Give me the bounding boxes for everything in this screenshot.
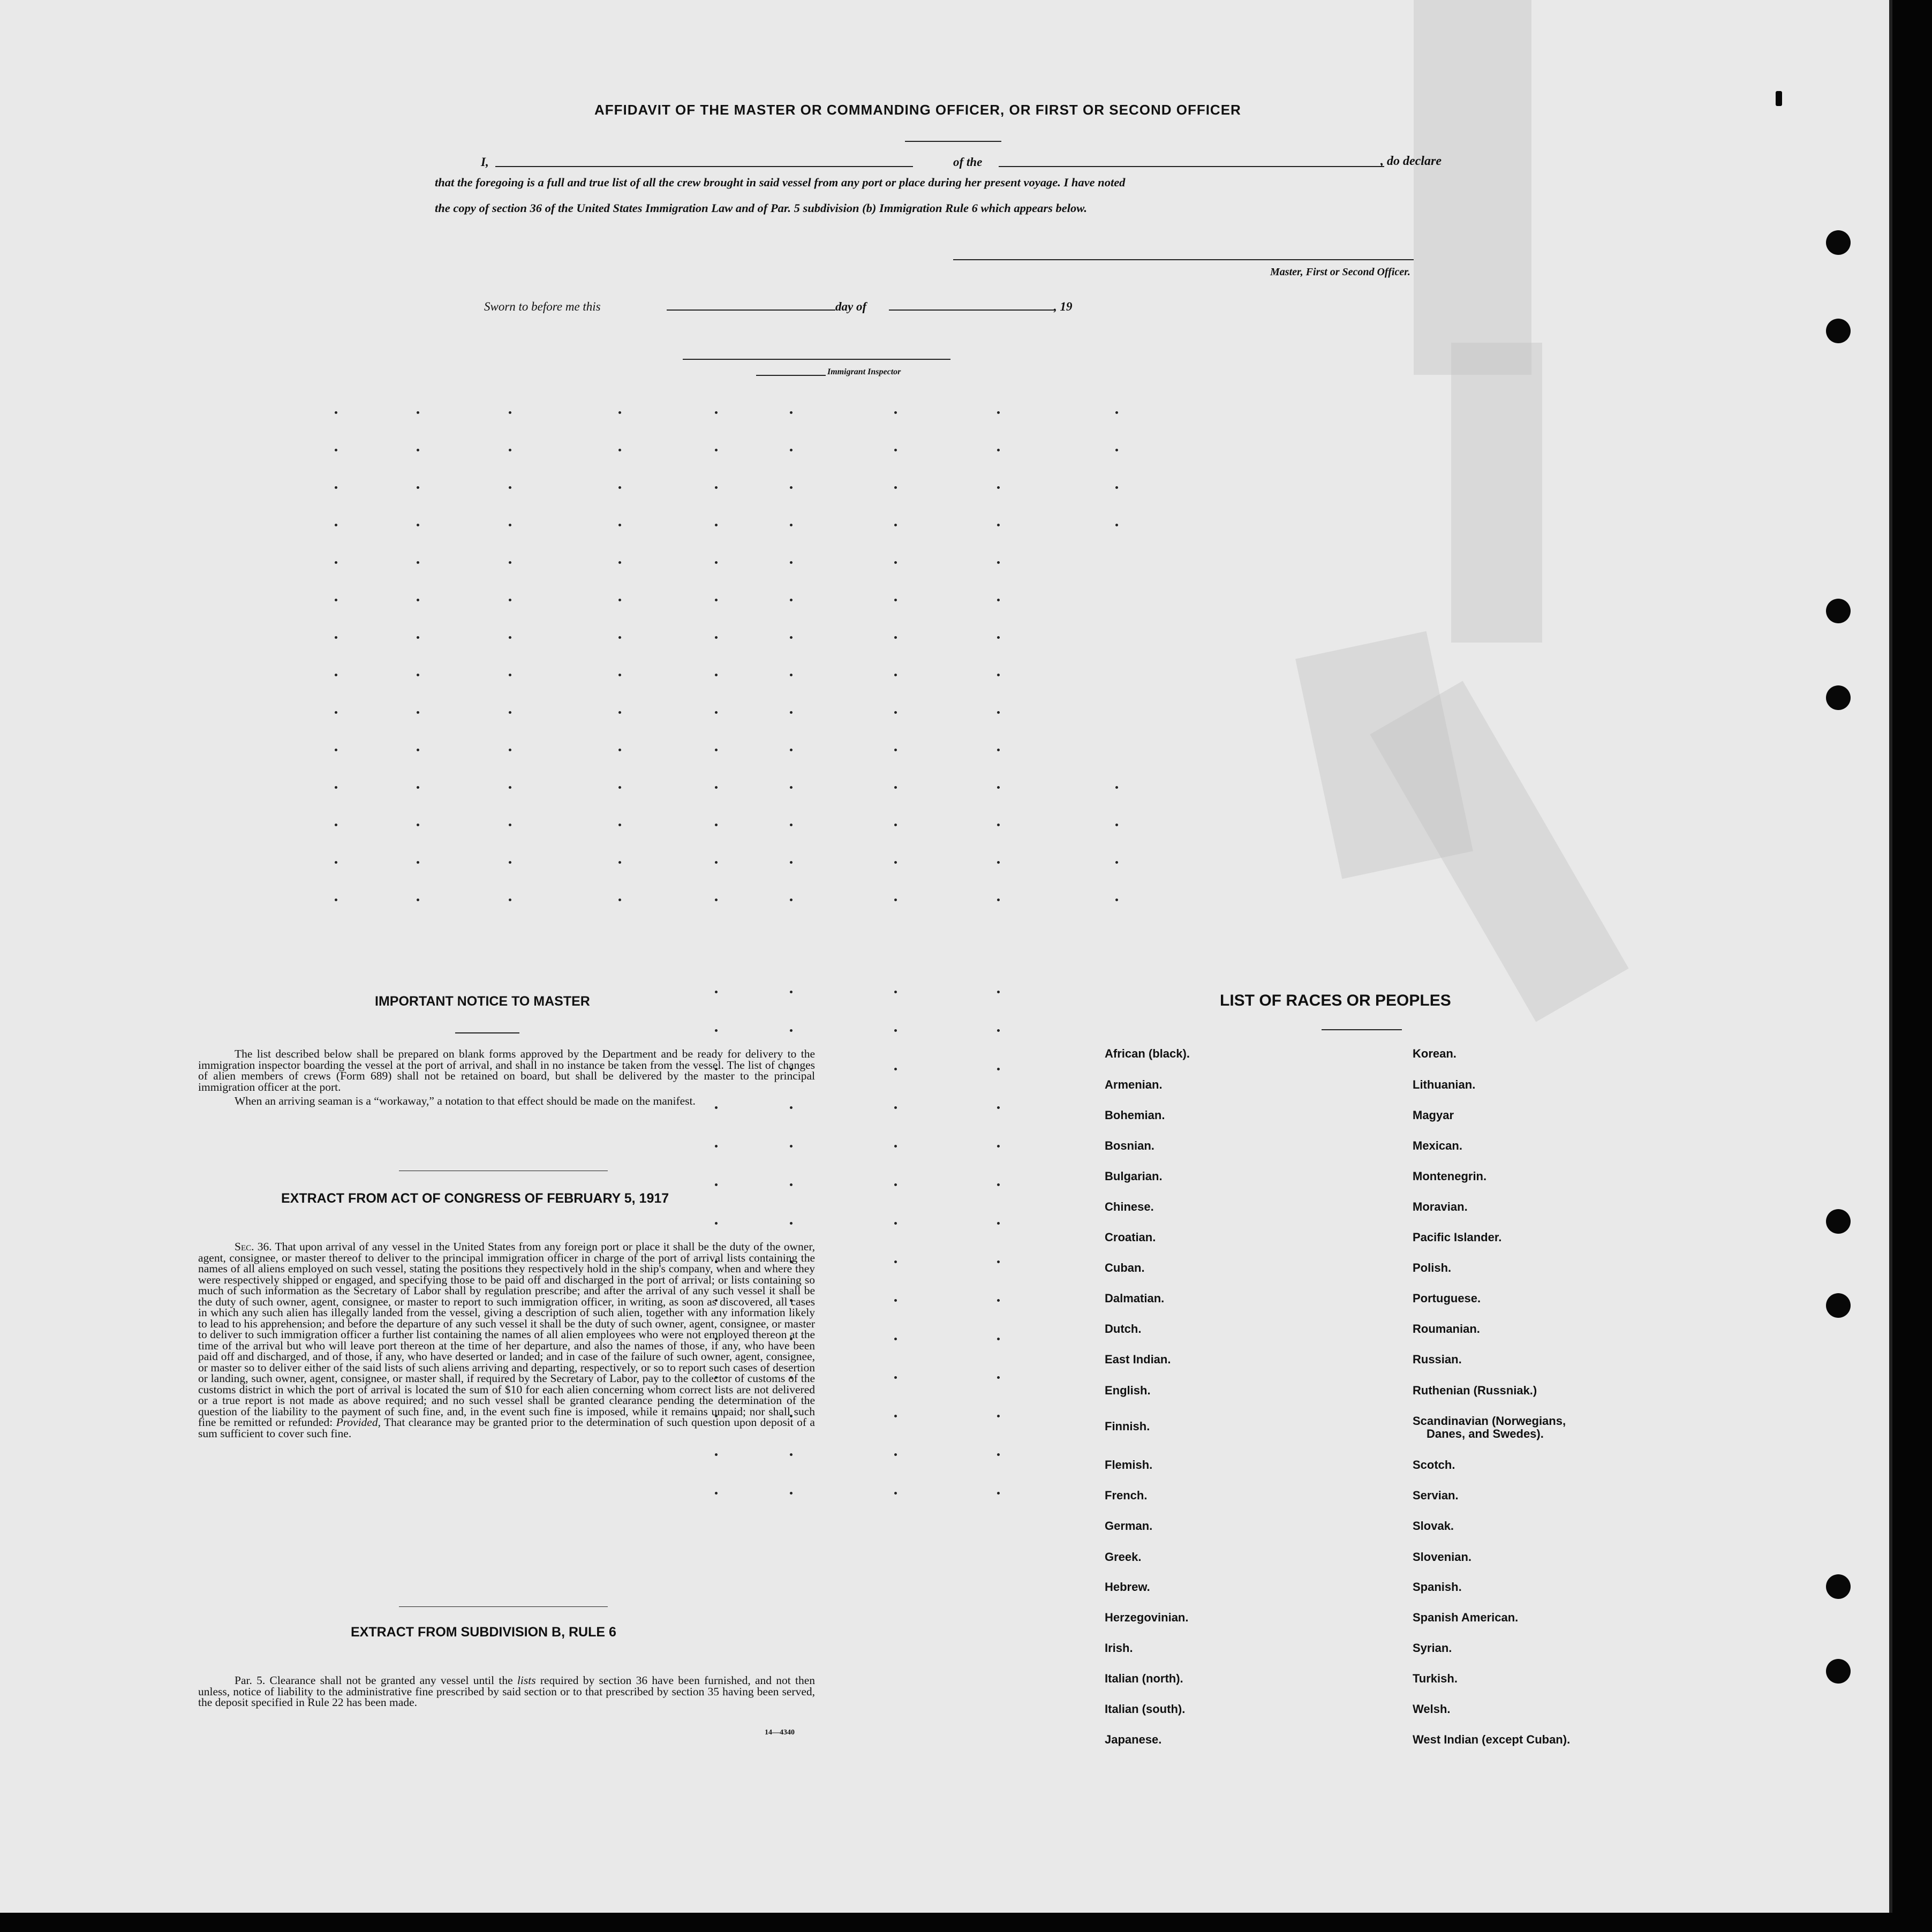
notice-body <box>198 1048 815 1107</box>
ditto-dot <box>997 1106 1000 1109</box>
ditto-dot <box>790 411 793 414</box>
race-item: Slovenian. <box>1413 1550 1472 1564</box>
ditto-dot <box>790 524 793 526</box>
ditto-dot <box>715 824 718 826</box>
ditto-dot <box>618 899 621 901</box>
ditto-dot <box>335 599 337 601</box>
affidavit-title: AFFIDAVIT OF THE MASTER OR COMMANDING OFFICER, OR FIRST OR SECOND OFFICER <box>594 102 1241 118</box>
race-item: Mexican. <box>1413 1139 1462 1152</box>
ditto-dot <box>997 1376 1000 1379</box>
race-item: Portuguese. <box>1413 1292 1481 1305</box>
ditto-dot <box>335 636 337 639</box>
ditto-dot <box>715 561 718 564</box>
ditto-dot <box>417 899 419 901</box>
ditto-dot <box>417 711 419 714</box>
ditto-dot <box>715 524 718 526</box>
ditto-dot <box>790 786 793 789</box>
ditto-dot <box>997 486 1000 489</box>
ditto-dot <box>715 991 718 993</box>
section-36-text: That upon arrival of any vessel in the United States from any foreign port or place it shall be the duty of the owner, agent, consignee, or master thereof to deliver to the principal immigration officer in charge of the port of arrival lists containing the names of all aliens employed on such vessel, stating the positions they respectively hold in the ship's company, when and where they were respectively shipped or engaged, and specifying those to be paid off and discharged in the port of arrival; or lists containing so much of such information as the Secretary of Labor shall by regulation prescribe; and after the arrival of any such vessel it shall be the duty of such owner, agent, consignee, or master to report to such immigration officer, in writing, as soon as discovered, all cases in which any such alien has illegally landed from the vessel, giving a description of such alien, together with any information likely to lead to his apprehension; and before the departure of any such vessel it shall be the duty of such owner, agent, consignee, or master to deliver to such immigration officer a further list containing the names of all alien employees who were not employed thereon at the time of the arrival but who will leave port thereon at the time of her departure, and also the names of those, if any, who have been paid off and discharged, and of those, if any, who have deserted or landed; and in case of the failure of such owner, agent, consignee, or master so to deliver either of the said lists of such aliens arriving and departing, respectively, or so to report such cases of desertion or landing, such owner, agent, consignee, or master shall, if required by the Secretary of Labor, pay to the collector of customs of the customs district in which the port of arrival is located the sum of $10 for each alien concerning whom correct lists are not delivered or a true report is not made as above required; and no such vessel shall be granted clearance pending the determination of the question of the liability to the payment of such fine, and, in the event such fine is imposed, while it remains unpaid; nor shall such fine be remitted or refunded: <box>198 1240 815 1429</box>
ditto-dot <box>790 711 793 714</box>
ditto-dot <box>790 1453 793 1456</box>
race-item: Syrian. <box>1413 1641 1452 1655</box>
ditto-dot <box>509 599 511 601</box>
race-item: Spanish. <box>1413 1580 1462 1594</box>
race-item: Roumanian. <box>1413 1322 1480 1335</box>
ditto-dot <box>894 561 897 564</box>
race-item: Dalmatian. <box>1105 1292 1165 1305</box>
day-of-label: day of <box>835 300 867 313</box>
ditto-dot <box>790 599 793 601</box>
affidavit-line-2: the copy of section 36 of the United States Immigration Law and of Par. 5 subdivision (b) Immigration Rule 6 which appears below. <box>435 201 1087 215</box>
ditto-dot <box>790 449 793 451</box>
ditto-dot <box>997 1299 1000 1302</box>
ditto-dot <box>1115 824 1118 826</box>
race-item: Italian (north). <box>1105 1672 1183 1685</box>
race-item: Herzegovinian. <box>1105 1611 1189 1624</box>
ditto-dot <box>997 1415 1000 1417</box>
ditto-dot <box>1115 899 1118 901</box>
ditto-dot <box>715 1453 718 1456</box>
tape-mark <box>1451 343 1542 643</box>
ditto-dot <box>509 636 511 639</box>
ditto-dot <box>894 824 897 826</box>
ditto-dot <box>997 636 1000 639</box>
ditto-dot <box>335 449 337 451</box>
race-item: Lithuanian. <box>1413 1078 1476 1091</box>
ditto-dot <box>715 1222 718 1225</box>
ditto-dot <box>894 674 897 676</box>
ditto-dot <box>417 861 419 864</box>
ditto-dot <box>509 861 511 864</box>
race-item: English. <box>1105 1384 1151 1397</box>
ditto-dot <box>894 1068 897 1070</box>
ditto-dot <box>894 636 897 639</box>
ditto-dot <box>894 599 897 601</box>
race-item: Armenian. <box>1105 1078 1163 1091</box>
ditto-dot <box>715 1145 718 1148</box>
ditto-dot <box>335 786 337 789</box>
race-item: African (black). <box>1105 1047 1190 1060</box>
punch-hole <box>1826 599 1851 623</box>
punch-hole <box>1776 91 1782 106</box>
ditto-dot <box>894 1183 897 1186</box>
race-item: Croatian. <box>1105 1231 1156 1244</box>
race-item: Servian. <box>1413 1489 1459 1502</box>
ditto-dot <box>997 1492 1000 1495</box>
ditto-dot <box>894 486 897 489</box>
ditto-dot <box>894 1415 897 1417</box>
ditto-dot <box>509 786 511 789</box>
sworn-label: Sworn to before me this <box>484 300 601 313</box>
ditto-dot <box>1115 524 1118 526</box>
ditto-dot <box>894 991 897 993</box>
ditto-dot <box>715 636 718 639</box>
notice-underline <box>455 1032 519 1033</box>
section-36-text-end: That clearance may be granted prior to the determination of such question upon deposit of a sum sufficient to cover such fine. <box>198 1416 815 1440</box>
ditto-dot <box>790 674 793 676</box>
inspector-dash <box>756 375 826 376</box>
race-item: Montenegrin. <box>1413 1169 1487 1183</box>
ditto-dot <box>997 899 1000 901</box>
rule-text-b: required by section 36 have been furnished, and not then unless, notice of liability to the administrative fine prescribed by said section or to that prescribed by section 35 having been served, the deposit specified in Rule 22 has been made. <box>198 1674 816 1709</box>
ditto-dot <box>417 524 419 526</box>
race-item: French. <box>1105 1489 1148 1502</box>
ditto-dot <box>715 711 718 714</box>
ditto-dot <box>790 824 793 826</box>
ditto-dot <box>715 786 718 789</box>
of-the-label: of the <box>953 155 983 169</box>
section-label: Sec. 36. <box>235 1240 272 1253</box>
act-divider <box>399 1606 608 1607</box>
punch-hole <box>1826 1659 1851 1684</box>
race-item: Bosnian. <box>1105 1139 1154 1152</box>
ditto-dot <box>509 899 511 901</box>
punch-hole <box>1826 1209 1851 1234</box>
affidavit-line-1: that the foregoing is a full and true list of all the crew brought in said vessel from any port or place during her present voyage. I have noted <box>435 176 1126 189</box>
ditto-dot <box>618 636 621 639</box>
ditto-dot <box>894 1106 897 1109</box>
signature-line[interactable] <box>953 259 1414 260</box>
ditto-dot <box>335 674 337 676</box>
ditto-dot <box>894 524 897 526</box>
races-title: LIST OF RACES OR PEOPLES <box>1220 992 1451 1009</box>
ditto-dot <box>790 899 793 901</box>
ditto-dot <box>997 449 1000 451</box>
ditto-dot <box>1115 786 1118 789</box>
punch-hole <box>1826 1574 1851 1599</box>
ditto-dot <box>790 1222 793 1225</box>
ditto-dot <box>997 1453 1000 1456</box>
notice-paragraph-1: The list described below shall be prepared on blank forms approved by the Department and be ready for delivery to the immigration inspector boarding the vessel at the port of arrival, and shall in no instance be taken from the vessel. The list of changes of alien members of crews (Form 689) shall not be retained on board, but shall be delivered by the master to the principal immigration officer at the port. <box>198 1047 815 1093</box>
race-item: Russian. <box>1413 1353 1462 1366</box>
ditto-dot <box>715 861 718 864</box>
ditto-dot <box>715 486 718 489</box>
ditto-dot <box>417 486 419 489</box>
ditto-dot <box>894 411 897 414</box>
ditto-dot <box>790 861 793 864</box>
vessel-field-line[interactable] <box>999 166 1384 167</box>
ditto-dot <box>997 1338 1000 1340</box>
rule-text-a: Par. 5. Clearance shall not be granted any vessel until the <box>235 1674 513 1687</box>
ditto-dot <box>790 1183 793 1186</box>
ditto-dot <box>997 1261 1000 1263</box>
ditto-dot <box>509 486 511 489</box>
ditto-dot <box>417 561 419 564</box>
ditto-dot <box>335 411 337 414</box>
ditto-dot <box>618 861 621 864</box>
ditto-dot <box>894 1376 897 1379</box>
ditto-dot <box>997 711 1000 714</box>
ditto-dot <box>618 749 621 751</box>
ditto-dot <box>790 1145 793 1148</box>
ditto-dot <box>715 599 718 601</box>
ditto-dot <box>335 524 337 526</box>
race-item: Spanish American. <box>1413 1611 1519 1624</box>
race-item: Korean. <box>1413 1047 1456 1060</box>
ditto-dot <box>894 749 897 751</box>
ditto-dot <box>894 861 897 864</box>
ditto-dot <box>1115 449 1118 451</box>
race-item: Scandinavian (Norwegians, <box>1413 1414 1566 1428</box>
ditto-dot <box>509 411 511 414</box>
ditto-dot <box>509 749 511 751</box>
ditto-dot <box>715 1029 718 1032</box>
ditto-dot <box>790 636 793 639</box>
ditto-dot <box>509 824 511 826</box>
ditto-dot <box>417 449 419 451</box>
ditto-dot <box>335 824 337 826</box>
ditto-dot <box>790 486 793 489</box>
race-item: Hebrew. <box>1105 1580 1150 1594</box>
title-underline <box>905 141 1001 142</box>
ditto-dot <box>618 524 621 526</box>
ditto-dot <box>715 449 718 451</box>
ditto-dot <box>894 1492 897 1495</box>
punch-hole <box>1826 685 1851 710</box>
ditto-dot <box>335 486 337 489</box>
race-item: West Indian (except Cuban). <box>1413 1733 1571 1746</box>
ditto-dot <box>618 711 621 714</box>
ditto-dot <box>997 524 1000 526</box>
ditto-dot <box>417 411 419 414</box>
ditto-dot <box>997 1183 1000 1186</box>
race-item: Magyar <box>1413 1108 1454 1122</box>
ditto-dot <box>618 824 621 826</box>
ditto-dot <box>618 486 621 489</box>
ditto-dot <box>997 861 1000 864</box>
races-underline <box>1322 1029 1402 1030</box>
rule-extract-title: EXTRACT FROM SUBDIVISION B, RULE 6 <box>351 1625 616 1640</box>
race-item: Pacific Islander. <box>1413 1231 1502 1244</box>
ditto-dot <box>894 1299 897 1302</box>
year-label: , 19 <box>1054 300 1073 313</box>
race-item: East Indian. <box>1105 1353 1171 1366</box>
ditto-dot <box>997 411 1000 414</box>
ditto-dot <box>790 1106 793 1109</box>
sworn-day-line[interactable] <box>667 310 835 311</box>
ditto-dot <box>715 1492 718 1495</box>
affidavit-i-label: I, <box>481 155 489 169</box>
ditto-dot <box>894 1338 897 1340</box>
ditto-dot <box>1115 486 1118 489</box>
ditto-dot <box>715 1183 718 1186</box>
ditto-dot <box>997 1068 1000 1070</box>
ditto-dot <box>997 824 1000 826</box>
ditto-dot <box>894 1222 897 1225</box>
race-item: Dutch. <box>1105 1322 1142 1335</box>
ditto-dot <box>997 786 1000 789</box>
ditto-dot <box>335 899 337 901</box>
race-item: German. <box>1105 1519 1153 1533</box>
ditto-dot <box>417 824 419 826</box>
ditto-dot <box>715 899 718 901</box>
ditto-dot <box>997 749 1000 751</box>
ditto-dot <box>997 674 1000 676</box>
ditto-dot <box>715 411 718 414</box>
ditto-dot <box>417 749 419 751</box>
ditto-dot <box>715 749 718 751</box>
race-item: Welsh. <box>1413 1702 1451 1716</box>
ditto-dot <box>417 674 419 676</box>
sworn-month-line[interactable] <box>889 310 1055 311</box>
act-extract-body <box>198 1241 815 1439</box>
ditto-dot <box>335 711 337 714</box>
ditto-dot <box>417 599 419 601</box>
notice-title: IMPORTANT NOTICE TO MASTER <box>375 994 590 1009</box>
race-item: Scotch. <box>1413 1458 1455 1471</box>
form-number: 14—4340 <box>765 1729 795 1737</box>
lists-word: lists <box>517 1674 536 1687</box>
ditto-dot <box>997 561 1000 564</box>
ditto-dot <box>509 561 511 564</box>
ditto-dot <box>997 991 1000 993</box>
inspector-caption: Immigrant Inspector <box>827 367 901 376</box>
provided-label: Provided, <box>336 1416 381 1429</box>
ditto-dot <box>417 786 419 789</box>
race-item: Italian (south). <box>1105 1702 1186 1716</box>
ditto-dot <box>894 1453 897 1456</box>
ditto-dot <box>997 1145 1000 1148</box>
notice-paragraph-2: When an arriving seaman is a “workaway,” a notation to that effect should be made on the manifest. <box>235 1095 696 1107</box>
ditto-dot <box>335 561 337 564</box>
race-item-continuation: Danes, and Swedes). <box>1427 1427 1544 1440</box>
race-item: Irish. <box>1105 1641 1133 1655</box>
ditto-dot <box>894 711 897 714</box>
ditto-dot <box>618 674 621 676</box>
race-item: Flemish. <box>1105 1458 1153 1471</box>
race-item: Greek. <box>1105 1550 1142 1564</box>
ditto-dot <box>618 411 621 414</box>
ditto-dot <box>997 599 1000 601</box>
do-declare-label: , do declare <box>1380 154 1442 168</box>
ditto-dot <box>1115 861 1118 864</box>
ditto-dot <box>894 1261 897 1263</box>
race-item: Ruthenian (Russniak.) <box>1413 1384 1537 1397</box>
ditto-dot <box>790 749 793 751</box>
name-field-line[interactable] <box>495 166 913 167</box>
race-item: Bohemian. <box>1105 1108 1165 1122</box>
ditto-dot <box>790 561 793 564</box>
ditto-dot <box>997 1222 1000 1225</box>
ditto-dot <box>715 1106 718 1109</box>
ditto-dot <box>509 674 511 676</box>
race-item: Moravian. <box>1413 1200 1468 1213</box>
race-item: Slovak. <box>1413 1519 1454 1533</box>
ditto-dot <box>417 636 419 639</box>
ditto-dot <box>715 674 718 676</box>
rule-extract-body <box>198 1675 815 1708</box>
race-item: Polish. <box>1413 1261 1452 1274</box>
ditto-dot <box>790 1029 793 1032</box>
ditto-dot <box>335 861 337 864</box>
ditto-dot <box>894 449 897 451</box>
ditto-dot <box>335 749 337 751</box>
tape-mark <box>1414 0 1531 375</box>
inspector-signature-line[interactable] <box>683 359 950 360</box>
punch-hole <box>1826 1293 1851 1318</box>
ditto-dot <box>618 786 621 789</box>
race-item: Bulgarian. <box>1105 1169 1163 1183</box>
ditto-dot <box>894 899 897 901</box>
ditto-dot <box>618 449 621 451</box>
ditto-dot <box>509 449 511 451</box>
ditto-dot <box>509 524 511 526</box>
signature-caption: Master, First or Second Officer. <box>1270 266 1410 278</box>
ditto-dot <box>894 1029 897 1032</box>
ditto-dot <box>790 991 793 993</box>
act-extract-title: EXTRACT FROM ACT OF CONGRESS OF FEBRUARY 5, 1917 <box>281 1191 669 1206</box>
ditto-dot <box>894 1145 897 1148</box>
punch-hole <box>1826 319 1851 343</box>
ditto-dot <box>997 1029 1000 1032</box>
race-item: Turkish. <box>1413 1672 1458 1685</box>
ditto-dot <box>509 711 511 714</box>
ditto-dot <box>618 561 621 564</box>
race-item: Finnish. <box>1105 1420 1150 1433</box>
punch-hole <box>1826 230 1851 255</box>
ditto-dot <box>790 1492 793 1495</box>
race-item: Chinese. <box>1105 1200 1154 1213</box>
race-item: Japanese. <box>1105 1733 1162 1746</box>
race-item: Cuban. <box>1105 1261 1145 1274</box>
ditto-dot <box>894 786 897 789</box>
ditto-dot <box>618 599 621 601</box>
ditto-dot <box>1115 411 1118 414</box>
